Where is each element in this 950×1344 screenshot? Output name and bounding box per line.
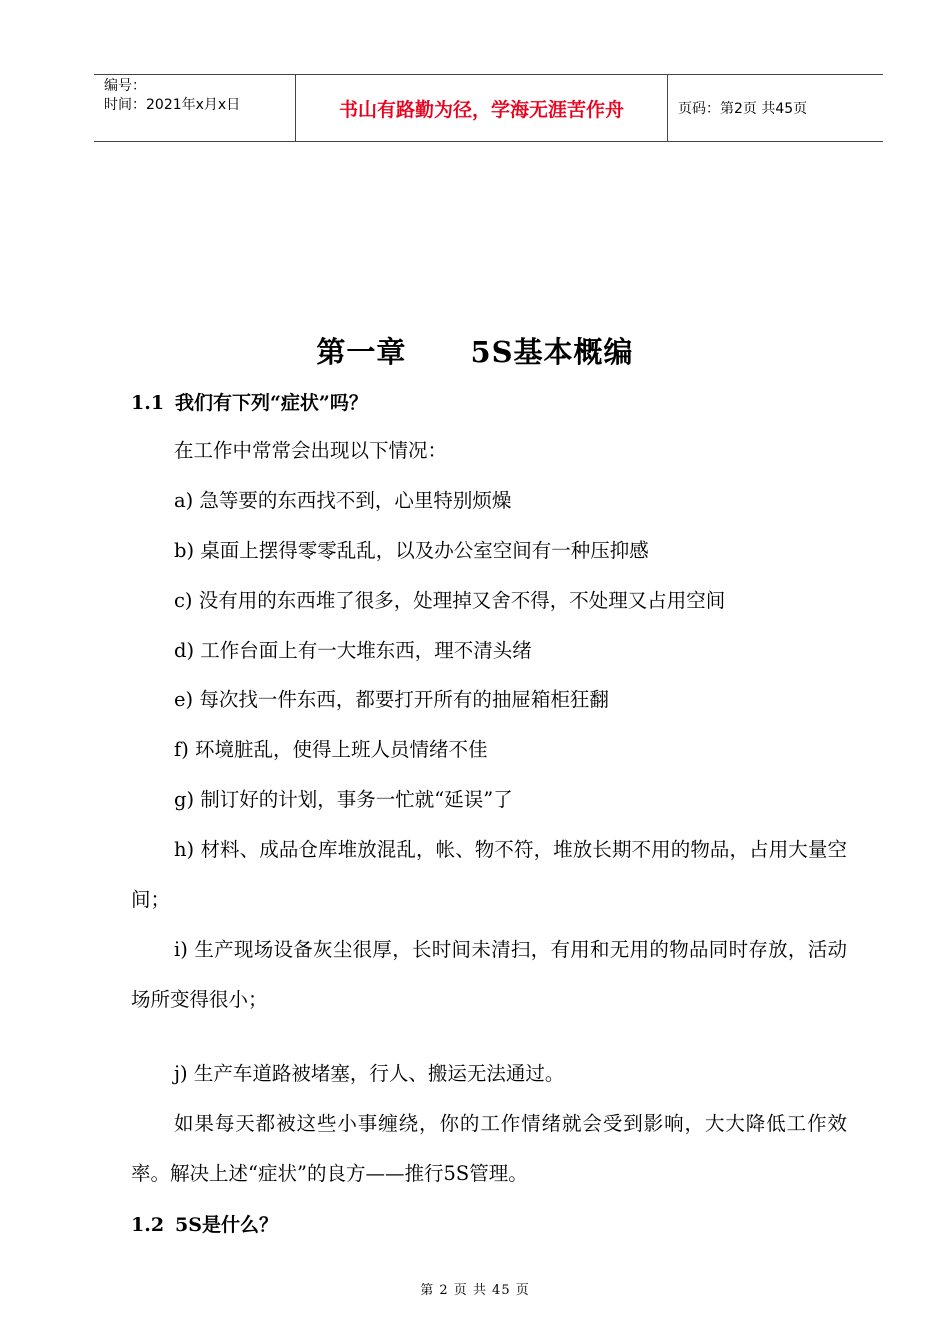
- list-item-g: g) 制订好的计划，事务一忙就“延误”了: [174, 788, 513, 811]
- paragraph-intro: 在工作中常常会出现以下情况：: [174, 439, 448, 462]
- page-footer: 第 2 页 共 45 页: [420, 1283, 530, 1298]
- list-item-c: c) 没有用的东西堆了很多，处理掉又舍不得，不处理又占用空间: [174, 589, 726, 612]
- section-heading-1-2: [131, 1210, 278, 1237]
- section-title: 我们有下列“症状”吗？: [175, 392, 368, 414]
- chapter-label: 第一章: [316, 335, 407, 369]
- list-item-b: b) 桌面上摆得零零乱乱，以及办公室空间有一种压抑感: [174, 539, 649, 562]
- section-heading-1-1: [131, 388, 368, 415]
- chapter-name: 5S基本概编: [470, 335, 634, 369]
- section-number: 1.1: [131, 392, 165, 414]
- list-item-h: h) 材料、成品仓库堆放混乱，帐、物不符，堆放长期不用的物品，占用大量空间；: [131, 838, 847, 911]
- list-item-d: d) 工作台面上有一大堆东西，理不清头绪: [174, 639, 532, 662]
- header-meta-cell: [94, 75, 296, 141]
- document-number-label: 编号：: [104, 78, 146, 94]
- section-number: 1.2: [131, 1214, 165, 1236]
- list-item-i: i) 生产现场设备灰尘很厚，长时间未清扫，有用和无用的物品同时存放，活动场所变得很小；: [131, 938, 847, 1011]
- document-time-label: 时间：2021年x月x日: [104, 97, 241, 113]
- header-motto: 书山有路勤为径，学海无涯苦作舟: [296, 75, 668, 141]
- list-item-e: e) 每次找一件东西，都要打开所有的抽屉箱柜狂翻: [174, 688, 609, 711]
- section-title: 5S是什么？: [175, 1214, 278, 1236]
- header-page-info: 页码：第2页 共45页: [678, 101, 808, 117]
- page-header: [94, 74, 883, 142]
- list-item-a: a) 急等要的东西找不到，心里特别烦燥: [174, 489, 512, 512]
- list-item-j: j) 生产车道路被堵塞，行人、搬运无法通过。: [174, 1062, 565, 1085]
- list-item-f: f) 环境脏乱，使得上班人员情绪不佳: [174, 738, 488, 761]
- chapter-title: [0, 330, 950, 371]
- paragraph-conclusion: 如果每天都被这些小事缠绕，你的工作情绪就会受到影响，大大降低工作效率。解决上述“症状”的良方——推行5S管理。: [131, 1112, 847, 1185]
